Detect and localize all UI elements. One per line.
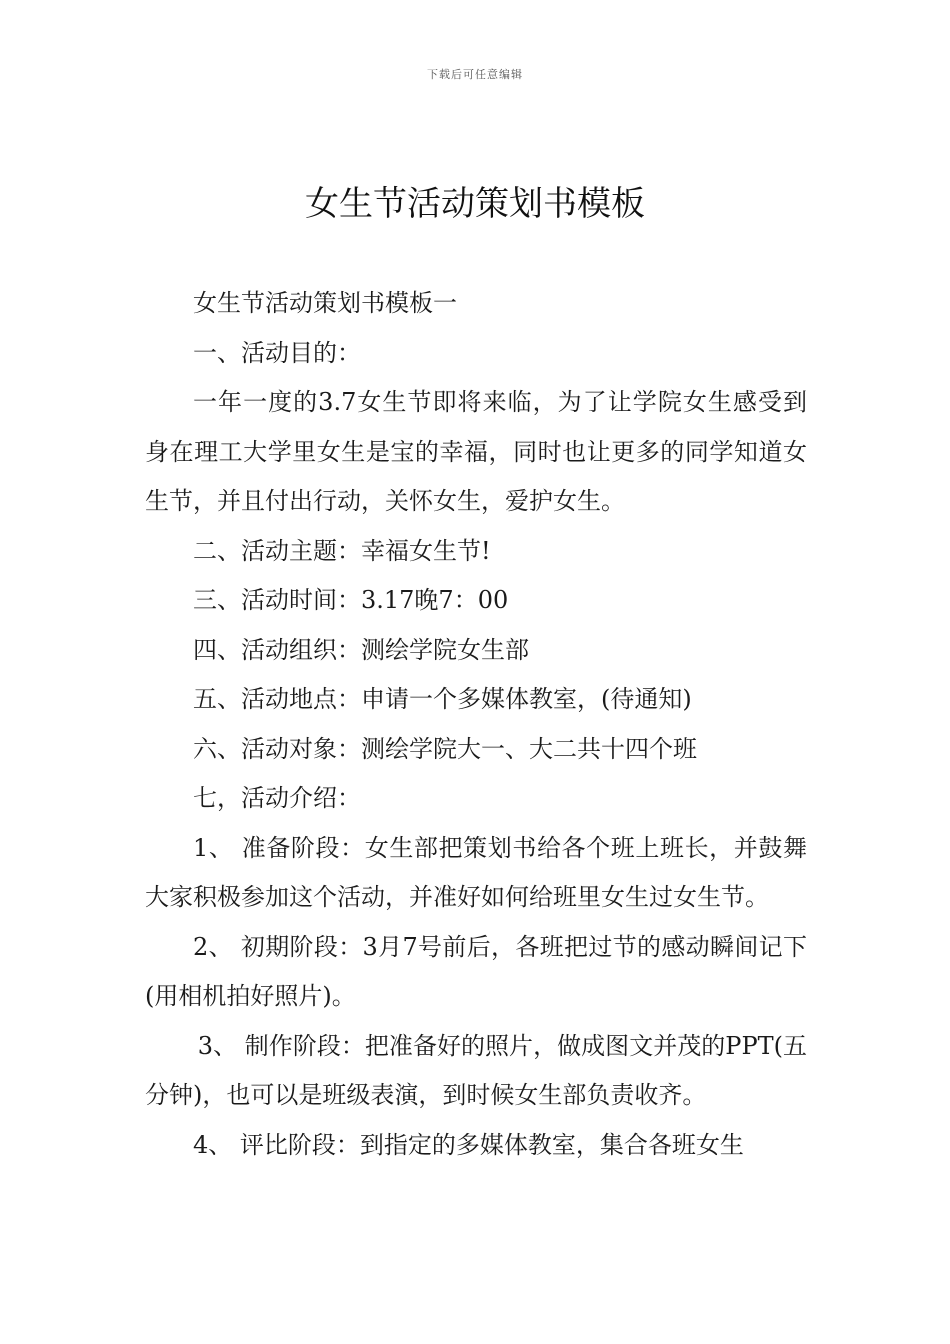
document-body [145,279,807,1170]
paragraph-stage-4: 4、 评比阶段：到指定的多媒体教室，集合各班女生 [193,1130,744,1159]
paragraph-location: 五、活动地点：申请一个多媒体教室，(待通知) [193,685,692,713]
paragraph-stage-2: 2、 初期阶段：3月7号前后，各班把过节的感动瞬间记下(用相机拍好照片)。 [145,932,807,1010]
paragraph-section-intro: 七，活动介绍： [193,784,361,812]
paragraph-subtitle: 女生节活动策划书模板一 [193,289,457,317]
paragraph-time: 三、活动时间：3.17晚7：00 [193,586,509,614]
paragraph-stage-1: 1、 准备阶段：女生部把策划书给各个班上班长，并鼓舞大家积极参加这个活动，并准好如何给班里女生过女生节。 [145,833,807,911]
header-note: 下载后可任意编辑 [427,68,523,81]
paragraph-section-purpose: 一、活动目的： [193,338,361,367]
paragraph-theme: 二、活动主题：幸福女生节! [193,536,491,565]
paragraph-purpose-detail: 一年一度的3.7女生节即将来临，为了让学院女生感受到身在理工大学里女生是宝的幸福，同时也让更多的同学知道女生节，并且付出行动，关怀女生，爱护女生。 [145,388,807,515]
paragraph-stage-3: 3、 制作阶段：把准备好的照片，做成图文并茂的PPT(五分钟)，也可以是班级表演，到时候女生部负责收齐。 [145,1031,807,1109]
paragraph-organizer: 四、活动组织：测绘学院女生部 [193,635,529,664]
paragraph-audience: 六、活动对象：测绘学院大一、大二共十四个班 [193,734,697,763]
document-title: 女生节活动策划书模板 [305,184,645,224]
